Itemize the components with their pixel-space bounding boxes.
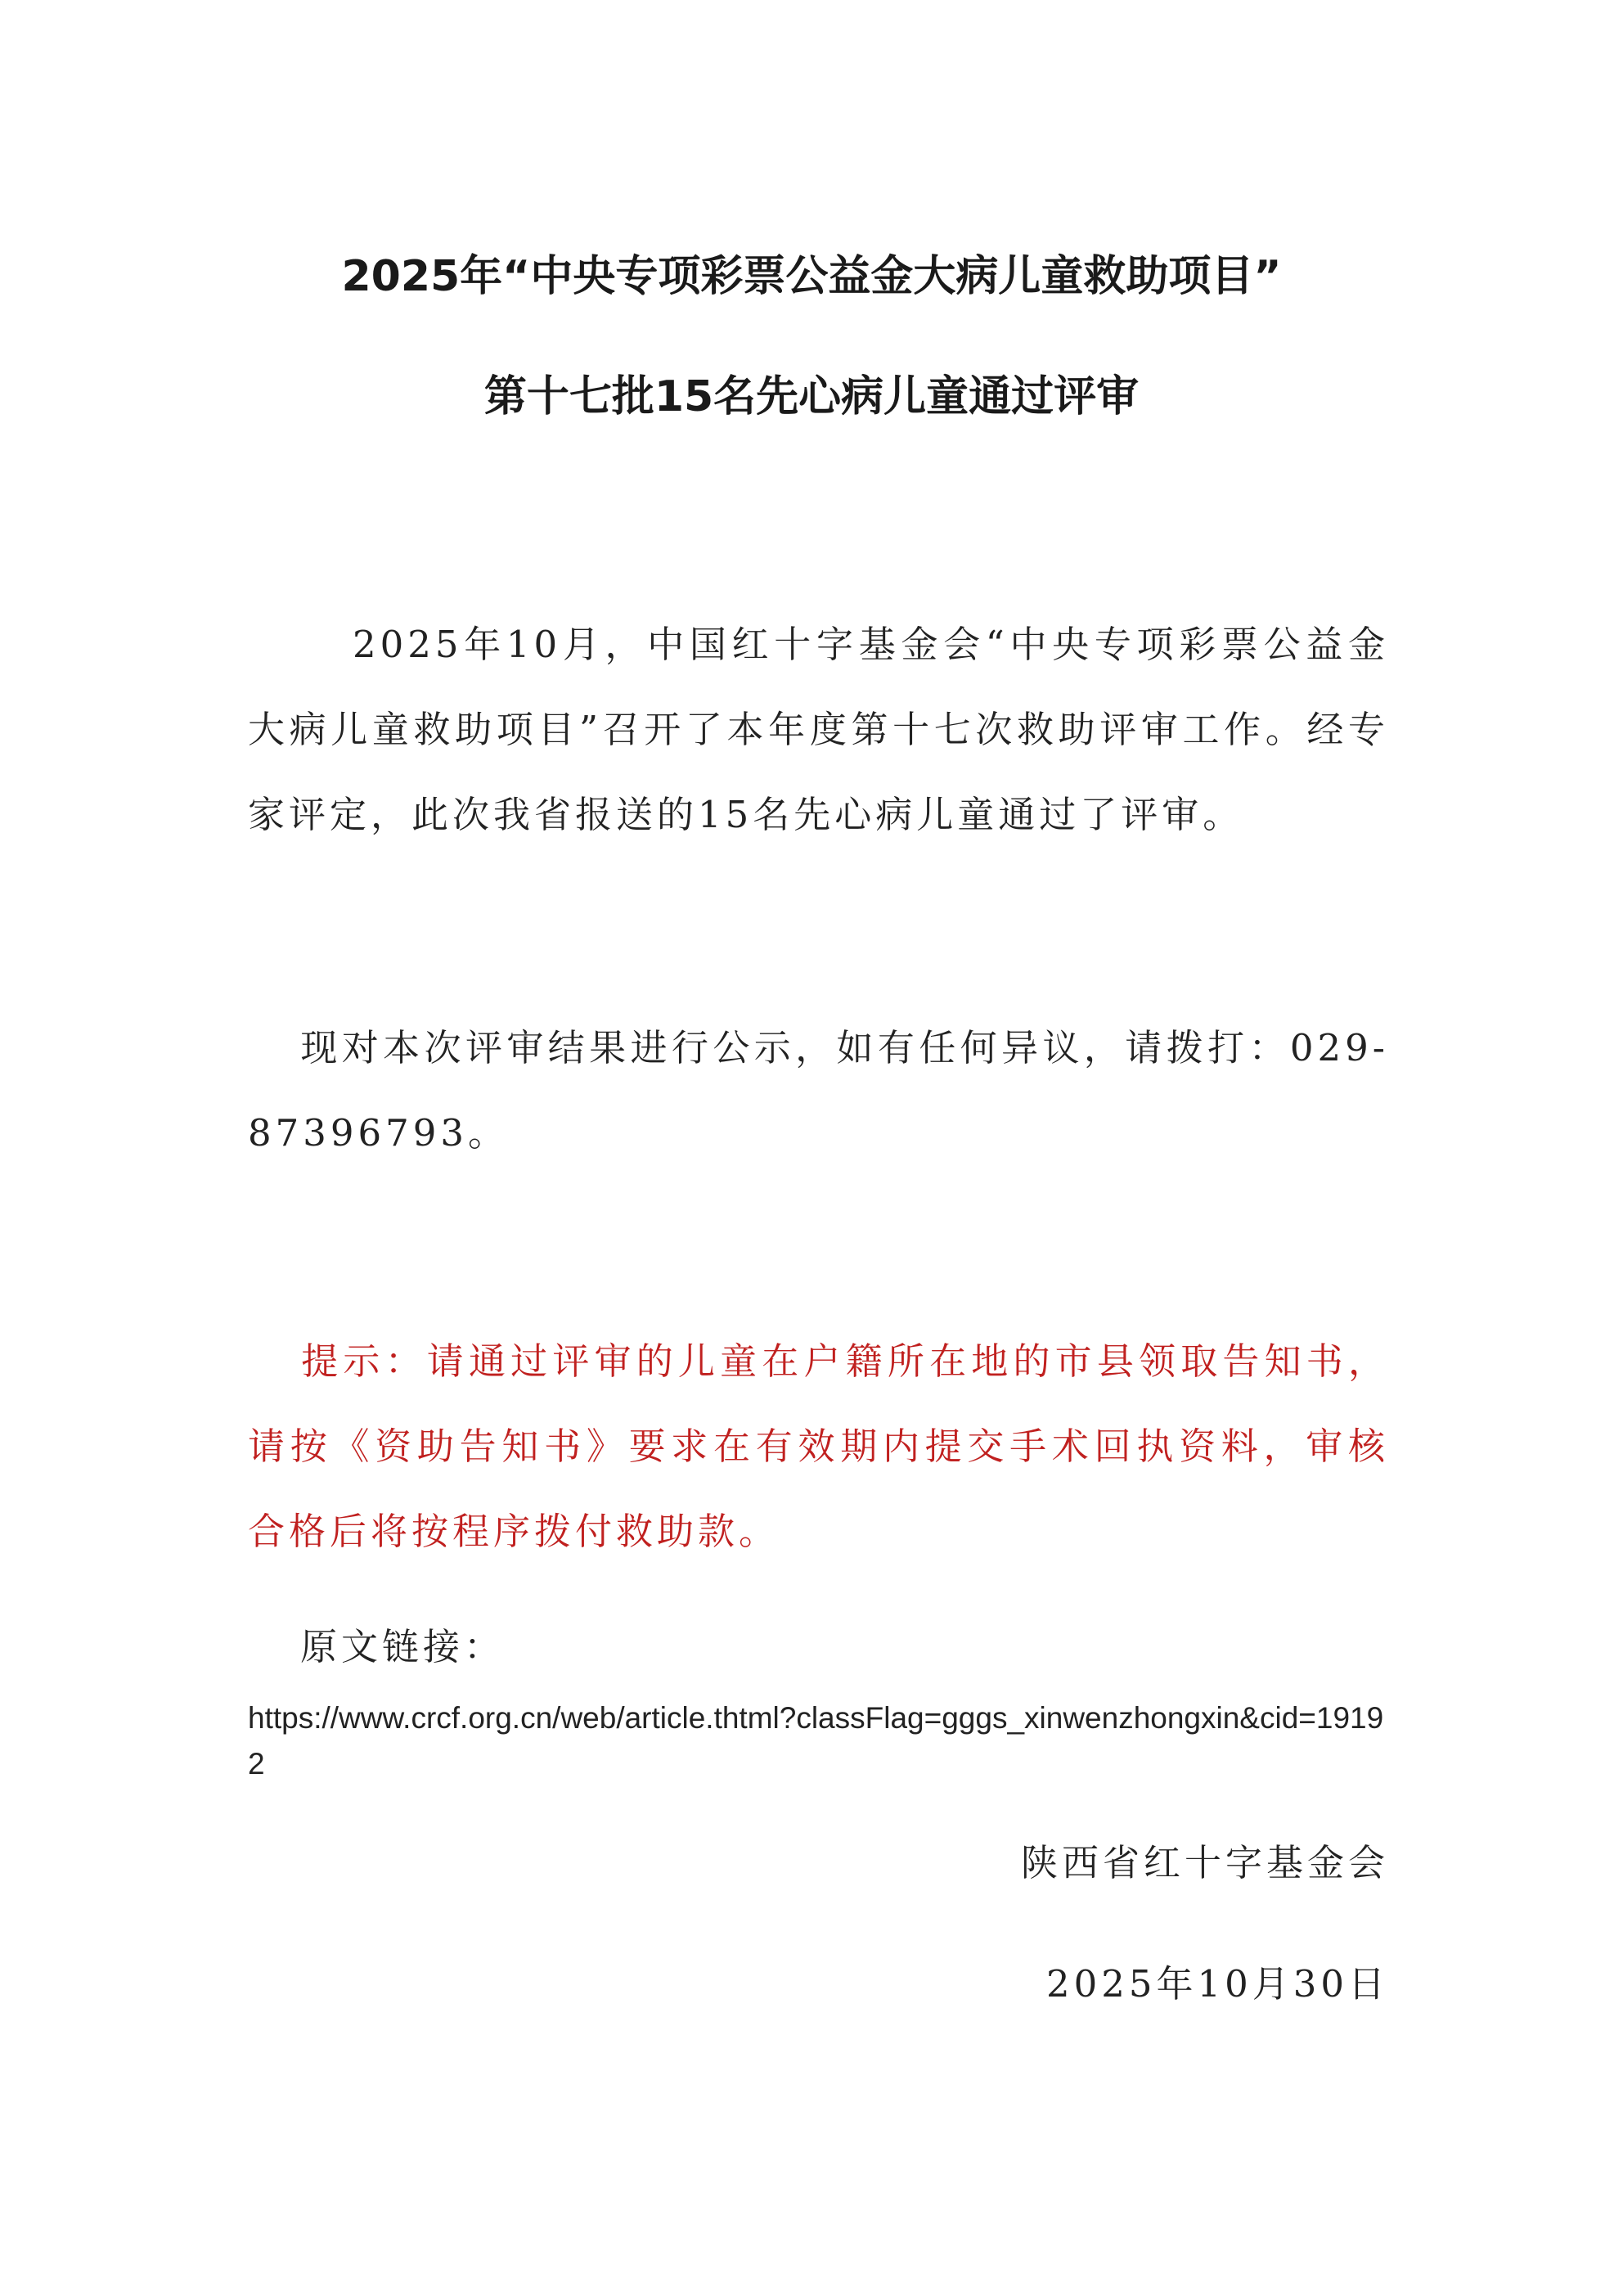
signature-organization: 陕西省红十字基金会 xyxy=(1020,1841,1389,1884)
notice-paragraph xyxy=(248,1319,1389,1574)
source-label: 原文链接： xyxy=(300,1625,506,1668)
body-paragraph-publicity xyxy=(248,1006,1389,1176)
title-line-2: 第十七批15名先心病儿童通过评审 xyxy=(483,372,1140,421)
signature-date: 2025年10月30日 xyxy=(1045,1962,1389,2006)
source-label-line xyxy=(248,1605,1389,1690)
title-line-1: 2025年“中央专项彩票公益金大病儿童救助项目” xyxy=(341,252,1282,301)
source-link[interactable]: https://www.crcf.org.cn/web/article.thtml?classFlag=gggs_xinwenzhongxin&cid=19192 xyxy=(248,1701,1384,1781)
paragraph-text: 现对本次评审结果进行公示，如有任何异议，请拨打：029-87396793。 xyxy=(248,1026,1389,1155)
paragraph-text: 2025年10月，中国红十字基金会“中央专项彩票公益金大病儿童救助项目”召开了本年度第十七次救助评审工作。经专家评定，此次我省报送的15名先心病儿童通过了评审。 xyxy=(248,623,1389,836)
notice-text: 提示：请通过评审的儿童在户籍所在地的市县领取告知书，请按《资助告知书》要求在有效期内提交手术回执资料，审核合格后将按程序拨付救助款。 xyxy=(248,1339,1389,1553)
body-paragraph-review xyxy=(248,602,1389,858)
